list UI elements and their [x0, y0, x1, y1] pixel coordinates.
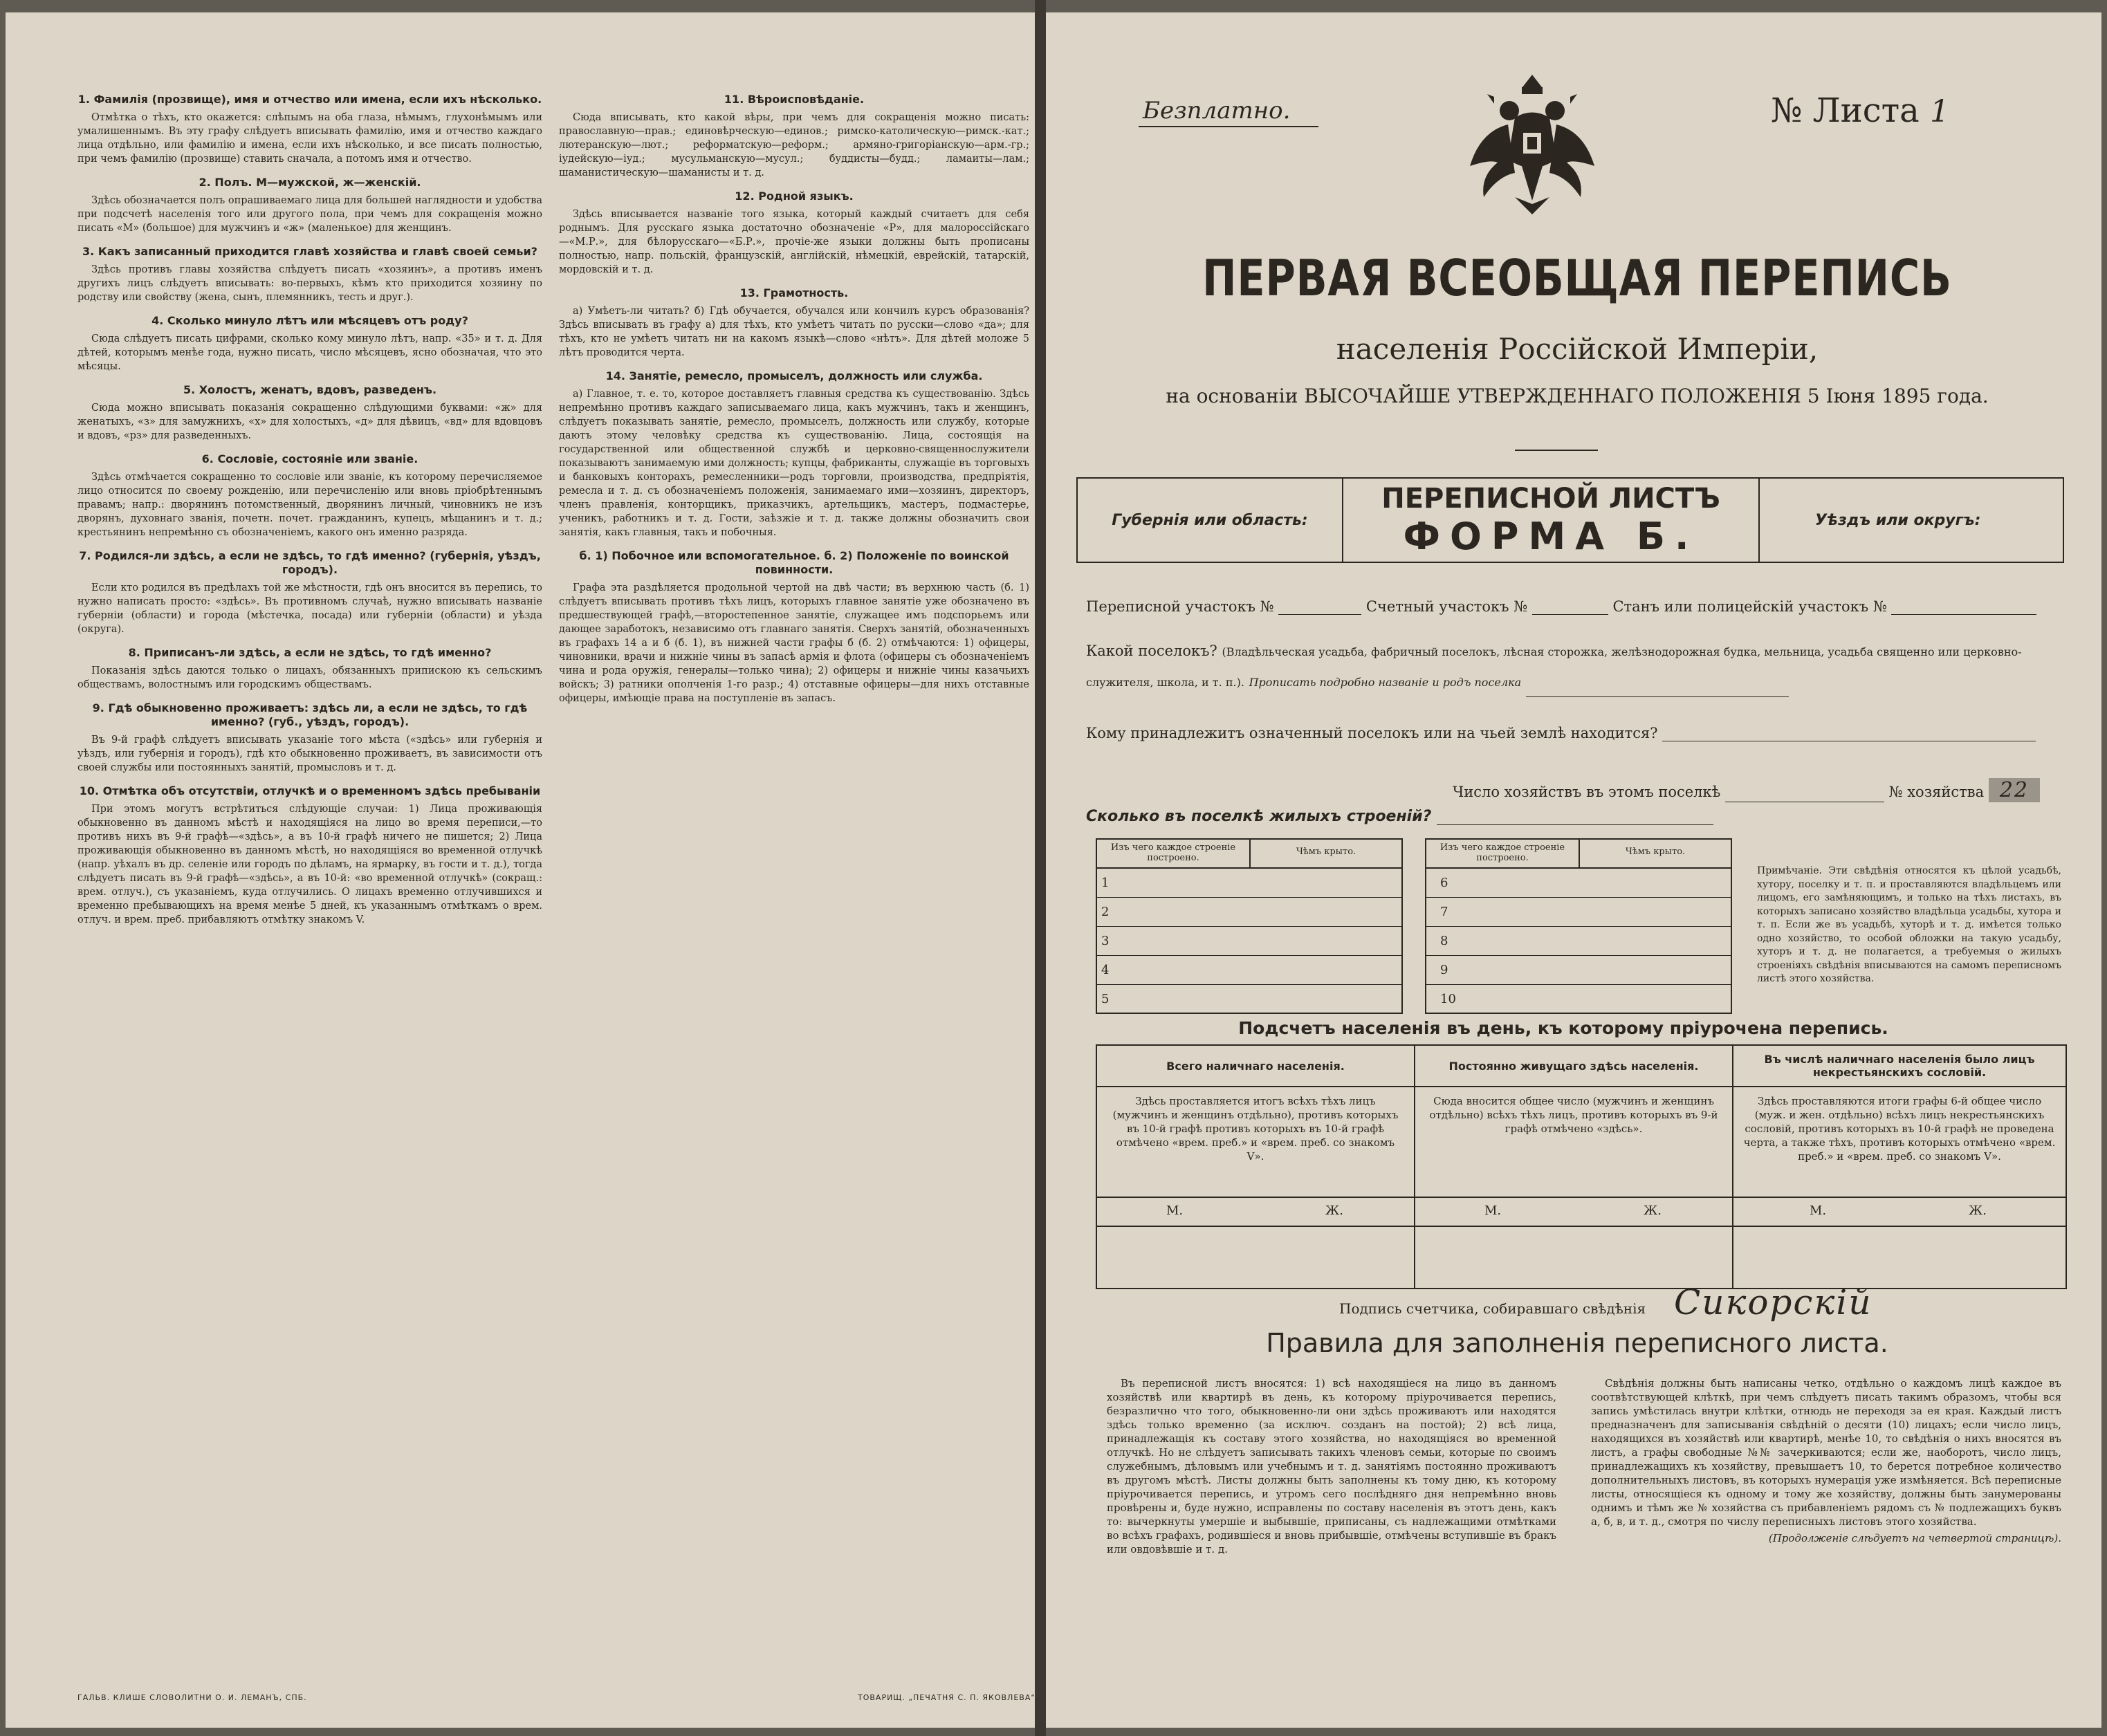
households-field[interactable]: [1725, 788, 1884, 802]
buildings-note: Примѣчаніе. Эти свѣдѣнія относятся къ цѣлой усадьбѣ, хутору, поселку и т. п. и проставляются владѣльцемъ или лицомъ, его замѣняющимъ, и только на тѣхъ листахъ, въ которыхъ записано хозяйство владѣльца усадьбы, хутора и т. п. Если же въ усадьбѣ, хуторѣ и т. д. имѣется только одно хозяйство, то особой обложки на такую усадьбу, хуторъ и т. д. не полагается, а требуемыя о жилыхъ строеніяхъ свѣдѣнія вписываются на самомъ переписномъ листѣ этого хозяйства.: [1757, 865, 2061, 984]
table-row: 10: [1440, 992, 1456, 1006]
settlement-line: [1086, 636, 2054, 697]
section-heading: 5. Холостъ, женатъ, вдовъ, разведенъ.: [183, 383, 437, 396]
section-heading: 1. Фамилія (прозвище), имя и отчество или имена, если ихъ нѣсколько.: [77, 93, 542, 106]
buildings-table-right: [1425, 838, 1732, 1014]
rules-title: Правила для заполненія переписного листа.: [1266, 1328, 1888, 1358]
settlement-hint-2: Прописать подробно названіе и родъ поселка: [1249, 676, 1522, 689]
table-row: 7: [1426, 898, 1731, 927]
left-column-2: [559, 83, 1029, 708]
section-heading: 6. Сословіе, состояніе или званіе.: [201, 452, 418, 465]
gubernia-label: Губернія или область:: [1078, 479, 1343, 562]
households-label: Число хозяйствъ въ этомъ поселкѣ: [1453, 784, 1721, 800]
section-heading: 13. Грамотность.: [739, 286, 849, 299]
section-text: Здѣсь вписывается названіе того языка, который каждый считаетъ для себя роднымъ. Для русскаго языка достаточно обозначеніе «Р», для малороссійскаго—«М.Р.», для бѣлорусскаго—«Б.Р.», прочіе-же языки должны быть прописаны полностью, напр. польскій, французскій, англійскій, нѣмецкій, еврейскій, татарскій, мордовскій и т. д.: [559, 209, 1029, 275]
section-text: Если кто родился въ предѣлахъ той же мѣстности, гдѣ онъ вносится въ перепись, то нужно написать просто: «здѣсь». Въ противномъ случаѣ, нужно вписывать названіе губерніи (области) и города (мѣстечка, посада) или губерніи (области) и уѣзда (округа).: [77, 582, 542, 635]
page-subtitle-2: на основаніи ВЫСОЧАЙШЕ УТВЕРЖДЕННАГО ПОЛОЖЕНІЯ 5 Іюня 1895 года.: [1166, 385, 1989, 407]
section-text: При этомъ могутъ встрѣтиться слѣдующіе случаи: 1) Лица проживающія обыкновенно въ данномъ мѣстѣ и находящіяся на лицо во время переписи,—то противъ нихъ въ 9-й графѣ—«здѣсь», а въ 10-й графѣ ничего не пишется; 2) Лица проживающія обыкновенно въ данномъ мѣстѣ, но находящіяся во временной отлучкѣ (напр. уѣхалъ въ др. селеніе или городъ по дѣламъ, на ярмарку, въ гости и т. д.), тогда слѣдуетъ писать въ 9-й графѣ—«здѣсь», а въ 10-й: «во временной отлучкѣ» (сокращ.: врем. отлуч.), съ указаніемъ, куда отлучились. О лицахъ временно отлучившихся и временно пребывающихъ на время менѣе 5 дней, къ указаннымъ отмѣткамъ о врем. отлуч. и врем. преб. прибавляютъ отмѣтку знакомъ V.: [77, 804, 542, 925]
continued-note: (Продолженіе слѣдуетъ на четвертой страницѣ).: [1768, 1532, 2061, 1544]
section-heading: б. 1) Побочное или вспомогательное. б. 2) Положеніе по воинской повинности.: [579, 549, 1009, 576]
household-no-label: № хозяйства: [1888, 784, 1985, 800]
count-col-resident: [1415, 1046, 1733, 1288]
rules-text: Въ переписной листъ вносятся: 1) всѣ находящіеся на лицо въ данномъ хозяйствѣ или квартирѣ въ день, къ которому пріурочивается перепись, безразлично что того, обыкновенно-ли они здѣсь проживаютъ или находятся здѣсь только временно (за исключ. созданъ на постой); 2) всѣ лица, принадлежащія къ составу этого хозяйства, но находящіяся во временной отлучкѣ. Но не слѣдуетъ записывать такихъ членовъ семьи, которые по своимъ служебнымъ, дѣловымъ или учебнымъ и т. д. занятіямъ постоянно проживаютъ въ другомъ мѣстѣ. Листы должны быть заполнены къ тому дню, къ которому пріурочивается перепись, и утромъ сего послѣдняго дня непремѣнно вновь провѣрены и, буде нужно, исправлены по составу населенія въ этотъ день, какъ то: вычеркнуты умершіе и выбывшіе, приписаны, съ надлежащими отмѣтками во всѣхъ графахъ, родившіеся и вновь прибывшіе, отмѣчены вступившіе въ бракъ или овдовѣвшіе и т. д.: [1107, 1377, 1556, 1555]
sheet-number-value: 1: [1930, 94, 1951, 129]
section-text: а) Умѣетъ-ли читать? б) Гдѣ обучается, обучался или кончилъ курсъ образованія? Здѣсь вписывать въ графу а) для тѣхъ, кто умѣетъ читать по русски—слово «да»; для тѣхъ, кто не умѣетъ читать ни на какомъ языкѣ—слово «нѣтъ». Для дѣтей моложе 5 лѣтъ проводится черта.: [559, 306, 1029, 358]
buildings-col-roof: Чѣмъ крыто.: [1296, 847, 1356, 857]
section-text: Въ 9-й графѣ слѣдуетъ вписывать указаніе того мѣста («здѣсь» или губернія и уѣздъ, или губернія и городъ), гдѣ кто обыкновенно проживаетъ, въ зависимости отъ своей службы или постоянныхъ занятій, промысловъ и т. д.: [77, 735, 542, 773]
owner-field[interactable]: [1662, 727, 2036, 741]
buildings-label: Сколько въ поселкѣ жилыхъ строеній?: [1086, 808, 1432, 825]
female-label: Ж.: [1644, 1203, 1662, 1218]
section-heading: 2. Полъ. М—мужской, ж—женскій.: [199, 176, 421, 189]
count-col-nonpeasant: [1733, 1046, 2065, 1288]
section-heading: 3. Какъ записанный приходится главѣ хозяйства и главѣ своей семьи?: [82, 245, 537, 258]
imperial-eagle-icon: [1466, 69, 1598, 228]
settlement-field[interactable]: [1526, 683, 1789, 697]
household-no-value: 22: [1989, 778, 2040, 802]
male-label: М.: [1166, 1203, 1184, 1218]
page-subtitle: населенія Россійской Имперіи,: [1336, 332, 1819, 366]
uezd-label: Уѣздъ или округъ:: [1815, 511, 1981, 529]
count-col-text: Здѣсь проставляются итоги графы 6-й общее число (муж. и жен. отдѣльно) всѣхъ лицъ некрестьянскихъ сословій, противъ которыхъ въ 10-й графѣ не проведена черта, а также тѣхъ, противъ которыхъ отмѣчено «врем. преб.» и «врем. преб. со знакомъ V».: [1743, 1095, 2056, 1163]
buildings-field[interactable]: [1437, 811, 1713, 825]
buildings-col-material: Изъ чего каждое строеніе построено.: [1426, 840, 1580, 867]
count-district-field[interactable]: [1532, 600, 1608, 615]
buildings-line: [1086, 808, 1713, 825]
free-underline: [1139, 126, 1318, 127]
stan-field[interactable]: [1891, 600, 2036, 615]
section-text: Показанія здѣсь даются только о лицахъ, обязанныхъ припискою къ сельскимъ обществамъ, волостнымъ или городскимъ обществамъ.: [77, 665, 542, 690]
section-text: Здѣсь противъ главы хозяйства слѣдуетъ писать «хозяинъ», а противъ именъ другихъ лицъ слѣдуетъ вписывать: во-первыхъ, кѣмъ кто приходится хозяину по родству или свойству (жена, сынъ, племянникъ, тесть и друг.).: [77, 264, 542, 303]
male-female-row: [1097, 1197, 2065, 1227]
count-col-text: Сюда вносится общее число (мужчинъ и женщинъ отдѣльно) всѣхъ тѣхъ лицъ, противъ которыхъ въ 9-й графѣ отмѣчено «здѣсь».: [1429, 1095, 1718, 1135]
section-heading: 11. Вѣроисповѣданіе.: [724, 93, 865, 106]
section-text: Сюда вписывать, кто какой вѣры, при чемъ для сокращенія можно писать: православную—прав.; единовѣрческую—единов.; римско-католическую—римск.-кат.; лютеранскую—лют.; реформатскую—реформ.; армяно-григоріанскую—арм.-гр.; іудейскую—іуд.; мусульманскую—мусул.; буддисты—будд.; ламаиты—лам.; шаманистическую—шаманисты и т. д.: [559, 112, 1029, 178]
rules-column-left: [1107, 1376, 1556, 1559]
section-heading: 8. Приписанъ-ли здѣсь, а если не здѣсь, то гдѣ именно?: [128, 646, 492, 659]
male-label: М.: [1810, 1203, 1827, 1218]
section-heading: 9. Гдѣ обыкновенно проживаетъ: здѣсь ли, а если не здѣсь, то гдѣ именно? (губ., уѣздъ, городъ).: [92, 701, 528, 728]
signature-label: Подпись счетчика, собиравшаго свѣдѣнія: [1339, 1300, 1646, 1317]
district-field[interactable]: [1278, 600, 1361, 615]
households-line: [1453, 778, 2040, 802]
form-letter: ФОРМА Б.: [1403, 514, 1699, 558]
signature-value: Сикорскій: [1674, 1282, 1873, 1322]
female-label: Ж.: [1969, 1203, 1987, 1218]
page-title: ПЕРВАЯ ВСЕОБЩАЯ ПЕРЕПИСЬ: [1202, 249, 1952, 307]
section-heading: 10. Отмѣтка объ отсутствіи, отлучкѣ и о временномъ здѣсь пребываніи: [79, 784, 541, 797]
stan-label: Станъ или полицейскій участокъ №: [1612, 598, 1887, 615]
rules-text: Свѣдѣнія должны быть написаны четко, отдѣльно о каждомъ лицѣ каждое въ соотвѣтствующей клѣткѣ, при чемъ слѣдуетъ писать такимъ образомъ, чтобы вся запись умѣстилась внутри клѣтки, отнюдь не переходя за ея края. Каждый листъ предназначенъ для записыванія свѣдѣній о десяти (10) лицахъ; если число лицъ, находящихся въ хозяйствѣ или квартирѣ, менѣе 10, то свѣдѣнія о нихъ вносятся въ листъ, а графы свободные №№ зачеркиваются; если же, наоборотъ, число лицъ, принадлежащихъ къ хозяйству, превышаетъ 10, то берется потребное количество дополнительныхъ листовъ, въ которыхъ нумерація уже измѣняется. Всѣ переписные листы, относящіеся къ одному и тому же хозяйству, должны быть занумерованы однимъ и тѣмъ же № хозяйства съ прибавленіемъ рядомъ съ № подлежащихъ буквъ а, б, в, и т. д., смотря по числу переписныхъ листовъ этого хозяйства.: [1591, 1377, 2061, 1528]
section-text: а) Главное, т. е. то, которое доставляетъ главныя средства къ существованію. Здѣсь непремѣнно противъ каждаго записываемаго лица, какъ мужчинъ, такъ и женщинъ, слѣдуетъ показывать занятіе, ремесло, промыселъ, должность или службу, которые даютъ этому человѣку средства къ существованію. Лица, состоящія на государственной или общественной службѣ и церковно-священнослужители показываютъ занимаемую ими должность; купцы, фабриканты, служащіе въ торговыхъ и банковыхъ конторахъ, ремесленники—родъ торговли, производства, предпріятія, ремесла и т. д. съ обозначеніемъ положенія, занимаемаго ими—хозяинъ, директоръ, членъ правленія, конторщикъ, приказчикъ, артельщикъ, мастеръ, подмастерье, ученикъ, работникъ и т. д. Гости, заѣзжіе и т. д. также должны обозначить свои занятія, какъ главныя, такъ и побочныя.: [559, 389, 1029, 538]
section-heading: 14. Занятіе, ремесло, промыселъ, должность или служба.: [605, 369, 983, 382]
table-row: 1: [1097, 869, 1401, 898]
printer-credit-right: ТОВАРИЩ. „ПЕЧАТНЯ С. П. ЯКОВЛЕВА“.: [858, 1693, 1039, 1702]
table-row: 3: [1097, 927, 1401, 956]
page-fold: [1035, 0, 1046, 1736]
count-col-present: [1097, 1046, 1415, 1288]
population-count-table: [1096, 1044, 2067, 1289]
district-line: [1086, 598, 2036, 615]
form-header-box: [1076, 477, 2064, 563]
section-heading: 12. Родной языкъ.: [735, 190, 854, 203]
table-row: 4: [1097, 956, 1401, 985]
form-title-cell: [1343, 479, 1760, 562]
table-row: 6: [1426, 869, 1731, 898]
buildings-col-material: Изъ чего каждое строеніе построено.: [1097, 840, 1251, 867]
count-col-head: Всего наличнаго населенія.: [1097, 1046, 1414, 1087]
divider: [1515, 450, 1598, 451]
section-text: Отмѣтка о тѣхъ, кто окажется: слѣпымъ на оба глаза, нѣмымъ, глухонѣмымъ или умалишеннымъ. Въ эту графу слѣдуетъ вписывать фамилію, имя и отчество каждаго лица отдѣльно, или фамилію и имена, если ихъ нѣсколько, и все писать полностью, при чемъ фамилію (прозвище) ставить сначала, а потомъ имя и отчество.: [77, 112, 542, 165]
table-row: 2: [1097, 898, 1401, 927]
count-title: Подсчетъ населенія въ день, къ которому пріурочена перепись.: [1238, 1018, 1888, 1038]
section-text: Графа эта раздѣляется продольной чертой на двѣ части; въ верхнюю часть (б. 1) слѣдуетъ вписывать противъ тѣхъ лицъ, которыхъ главное занятіе уже обозначено въ предшествующей графѣ,—второстепенное занятіе, служащее имъ подспорьемъ или дающее заработокъ, независимо отъ главнаго занятія. Сверхъ занятій, обозначенныхъ въ графахъ 14 а и б (б. 1), въ нижней части графы б (б. 2) отмѣчаются: 1) офицеры, чиновники, врачи и нижніе чины въ запасѣ армія и флота (офицеры съ обозначеніемъ чина и рода оружія, генералы—только чина); 2) офицеры и нижніе чины казачьихъ войскъ; 3) ратники ополченія 1-го разр.; 4) отставные офицеры—для нихъ отставные офицеры, имѣющіе права на поступленіе въ запасъ.: [559, 582, 1029, 704]
count-col-text: Здѣсь проставляется итогъ всѣхъ тѣхъ лицъ (мужчинъ и женщинъ отдѣльно), противъ которыхъ въ 10-й графѣ противъ которыхъ въ 10-й графѣ отмѣчено «врем. преб.» и «врем. преб. со знакомъ V».: [1112, 1095, 1399, 1163]
table-row: 5: [1101, 992, 1110, 1006]
printer-credit-left: ГАЛЬВ. КЛИШЕ СЛОВОЛИТНИ О. И. ЛЕМАНЪ, СПБ.: [77, 1693, 307, 1702]
count-col-head: Постоянно живущаго здѣсь населенія.: [1415, 1046, 1732, 1087]
sheet-number: [1771, 91, 1951, 130]
section-text: Сюда слѣдуетъ писать цифрами, сколько кому минуло лѣтъ, напр. «35» и т. д. Для дѣтей, которымъ менѣе года, нужно писать, число мѣсяцевъ, ясно обозначая, что это мѣсяцы.: [77, 333, 542, 372]
section-text: Здѣсь обозначается полъ опрашиваемаго лица для большей наглядности и удобства при подсчетѣ населенія того или другого пола, при чемъ для сокращенія можно писать «М» (большое) для мужчинъ и «ж» (маленькое) для женщинъ.: [77, 195, 542, 234]
left-column-1: [77, 83, 542, 930]
section-text: Здѣсь отмѣчается сокращенно то сословіе или званіе, къ которому перечисляемое лицо относится по своему рожденію, или перечисленію или вновь пріобрѣтеннымъ правамъ; напр.: дворянинъ потомственный, дворянинъ личный, чиновникъ не изъ дворянъ, духовнаго званія, почетн. почет. гражданинъ, купецъ, мѣщанинъ и т. д.; крестьянинъ непремѣнно съ обозначеніемъ, какого онъ именно разряда.: [77, 472, 542, 538]
section-heading: 7. Родился-ли здѣсь, а если не здѣсь, то гдѣ именно? (губернія, уѣздъ, городъ).: [79, 549, 541, 576]
district-label: Переписной участокъ №: [1086, 598, 1274, 615]
table-row: 8: [1426, 927, 1731, 956]
rules-column-right: [1591, 1376, 2061, 1548]
settlement-hint: (Владѣльческая усадьба, фабричный поселокъ, лѣсная сторожка, желѣзнодорожная будка, мельница, усадьба священно или церковно-служителя, школа, и т. п.).: [1086, 645, 2022, 689]
free-label: Безплатно.: [1143, 97, 1291, 124]
owner-label: Кому принадлежитъ означенный поселокъ или на чьей землѣ находится?: [1086, 725, 1658, 741]
count-col-head: Въ числѣ наличнаго населенія было лицъ некрестьянскихъ сословій.: [1733, 1046, 2065, 1087]
owner-line: [1086, 725, 2036, 741]
female-label: Ж.: [1325, 1203, 1343, 1218]
male-label: М.: [1484, 1203, 1502, 1218]
buildings-table-left: [1096, 838, 1403, 1014]
settlement-label: Какой поселокъ?: [1086, 643, 1217, 659]
table-row: 9: [1426, 956, 1731, 985]
section-text: Сюда можно вписывать показанія сокращенно слѣдующими буквами: «ж» для женатыхъ, «з» для замужнихъ, «х» для холостыхъ, «д» для дѣвицъ, «вд» для вдовцовъ и вдовъ, «рз» для разведенныхъ.: [77, 403, 542, 441]
form-title: ПЕРЕПИСНОЙ ЛИСТЪ: [1381, 482, 1720, 515]
count-district-label: Счетный участокъ №: [1365, 598, 1528, 615]
sheet-number-label: № Листа: [1771, 91, 1920, 130]
buildings-col-roof: Чѣмъ крыто.: [1625, 847, 1686, 857]
section-heading: 4. Сколько минуло лѣтъ или мѣсяцевъ отъ роду?: [151, 314, 468, 327]
